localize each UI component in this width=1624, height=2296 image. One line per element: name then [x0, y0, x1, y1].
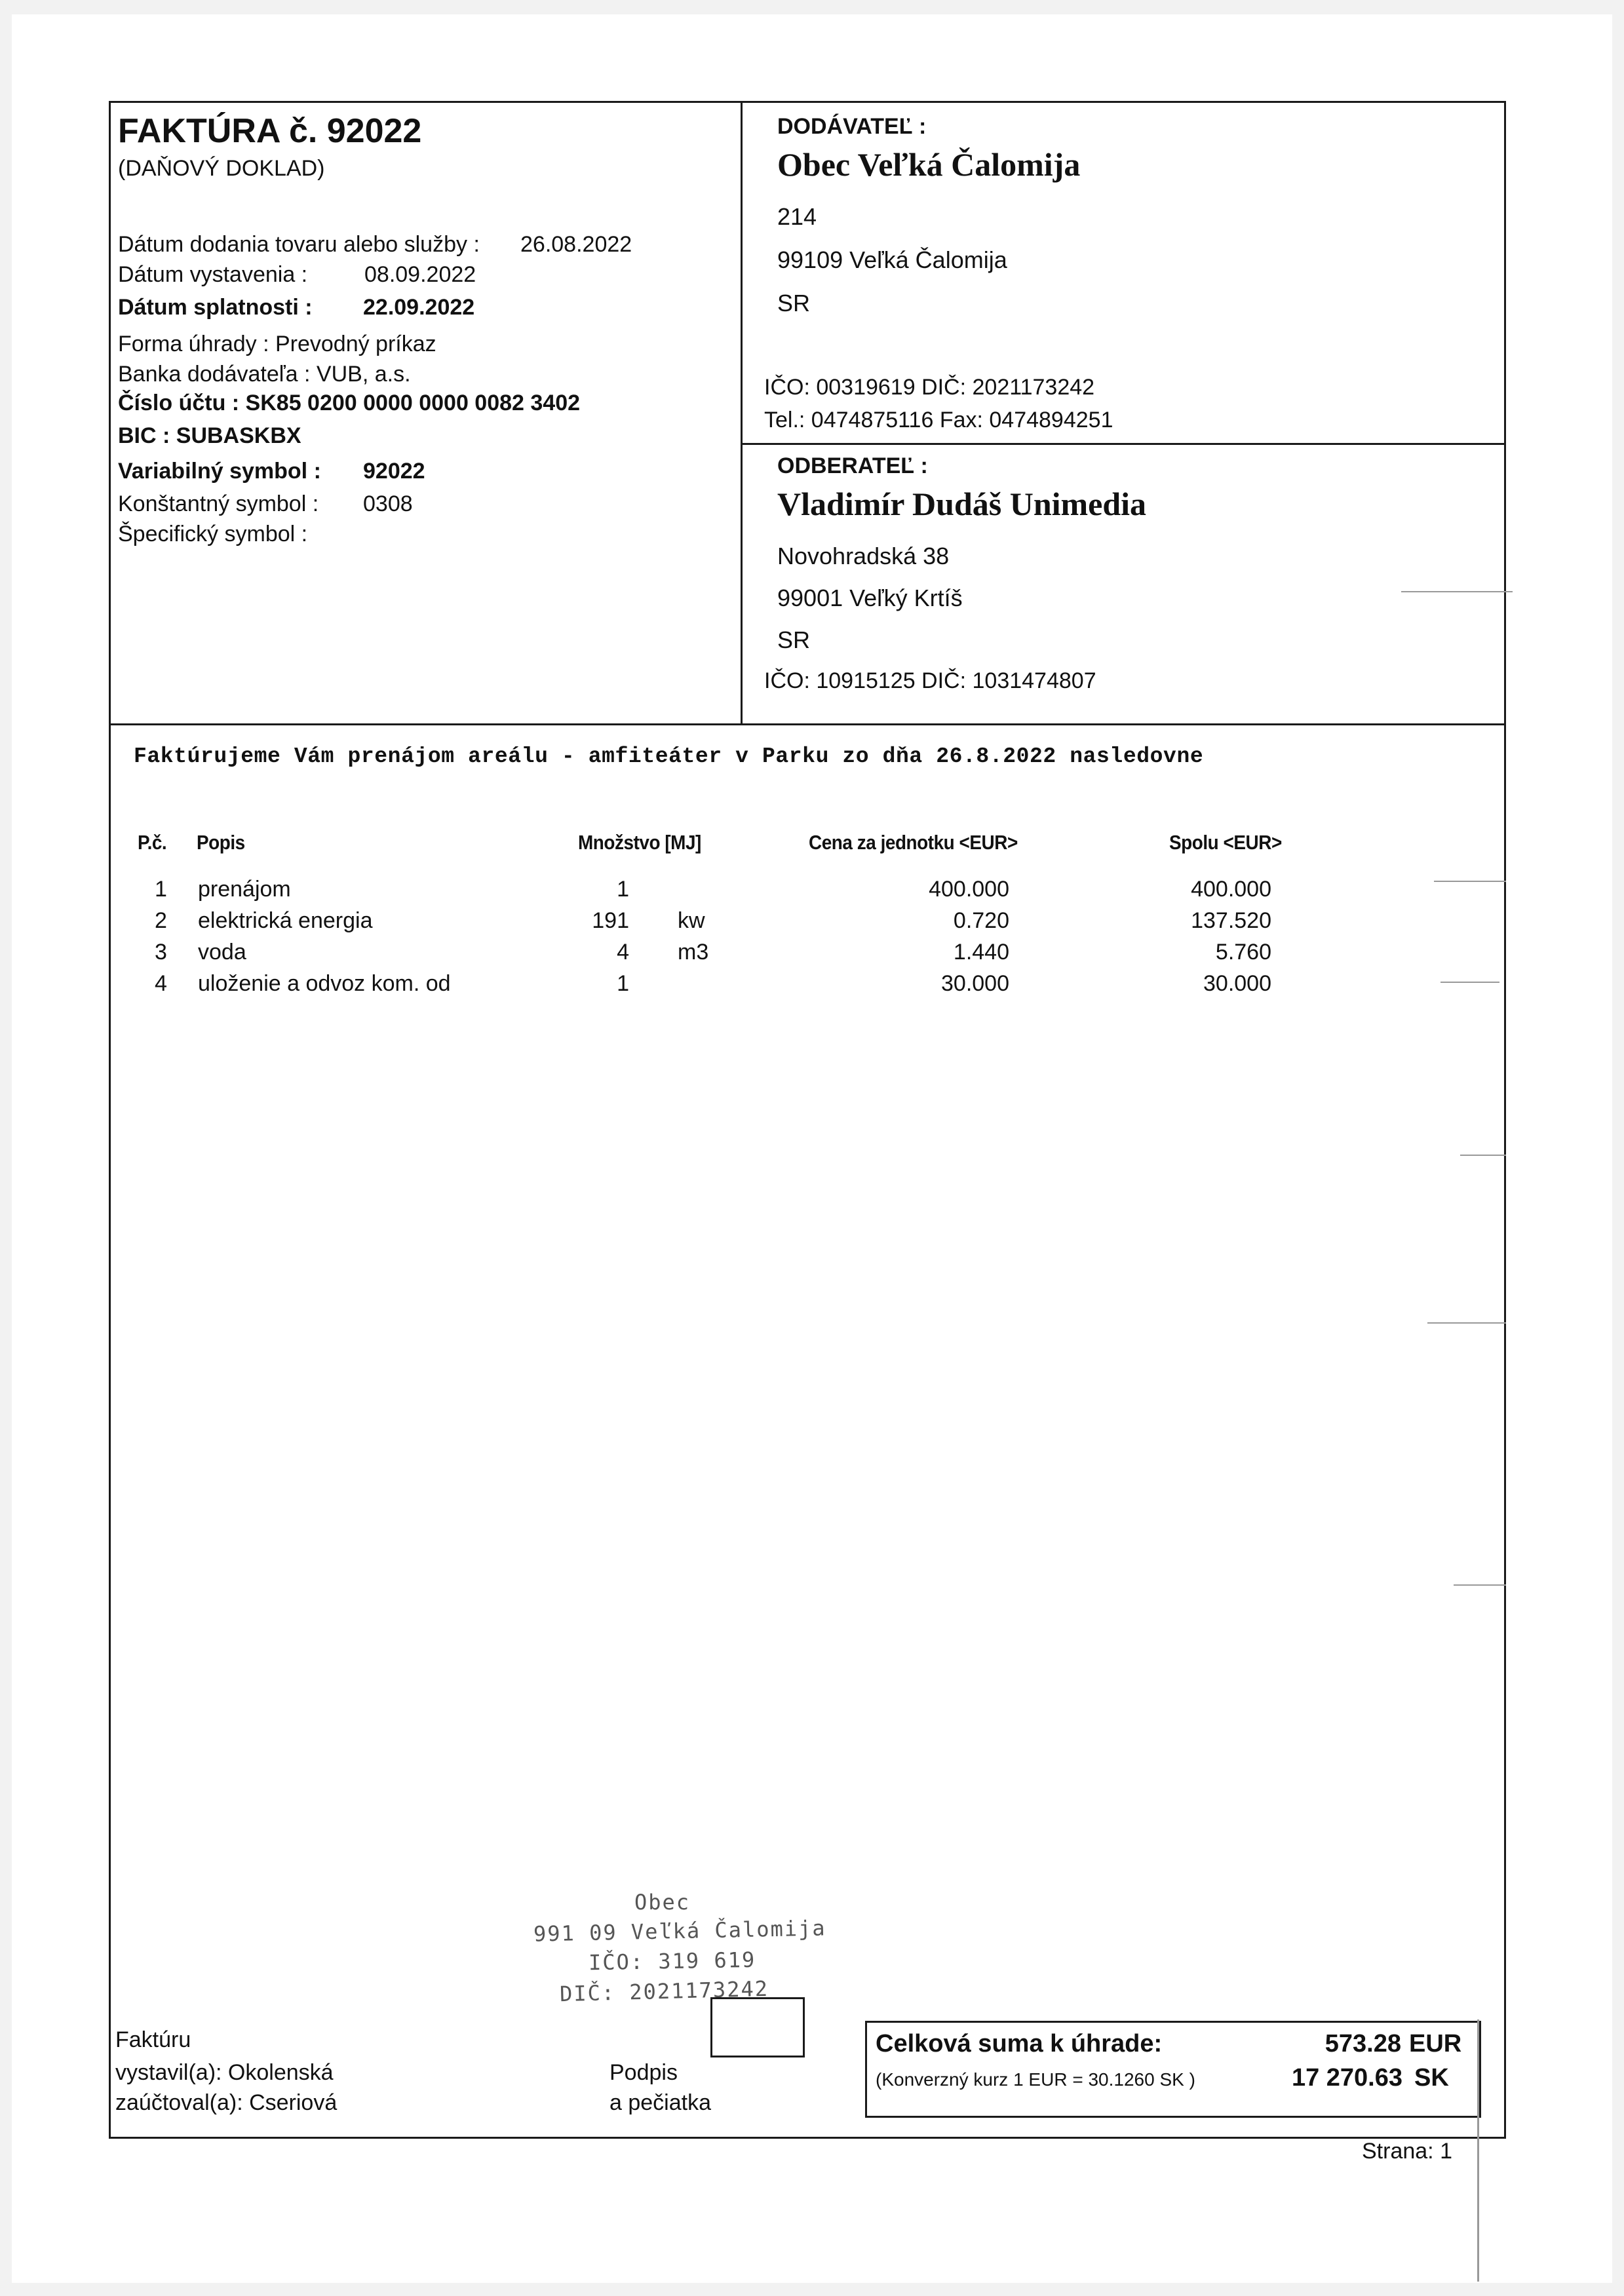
stamp-line-2: 991 09 Veľká Čalomija — [533, 1915, 826, 1947]
row-1-no: 1 — [155, 877, 167, 902]
intro-text: Faktúrujeme Vám prenájom areálu - amfiteáter v Parku zo dňa 26.8.2022 nasledovne — [134, 744, 1204, 769]
stamp-line-3: IČO: 319 619 — [588, 1947, 756, 1976]
row-4-no: 4 — [155, 971, 167, 996]
header-bottom-line — [109, 723, 1506, 725]
supplier-customer-divider — [741, 443, 1506, 445]
signature-box — [710, 1997, 805, 2057]
row-2-unit-price: 0.720 — [953, 908, 1009, 933]
signature-label-1: Podpis — [609, 2060, 678, 2085]
supplier-ids: IČO: 00319619 DIČ: 2021173242 — [764, 375, 1095, 400]
account-number: Číslo účtu : SK85 0200 0000 0000 0082 3402 — [118, 391, 581, 415]
scan-artifact — [1477, 2019, 1479, 2282]
customer-street: Novohradská 38 — [777, 543, 950, 569]
row-3-unit: m3 — [678, 940, 709, 965]
scan-artifact — [1460, 1155, 1506, 1156]
customer-ids: IČO: 10915125 DIČ: 1031474807 — [764, 668, 1096, 693]
customer-heading: ODBERATEĽ : — [777, 453, 928, 478]
total-sk: 17 270.63 — [1291, 2064, 1402, 2092]
signature-label-2: a pečiatka — [609, 2090, 711, 2115]
scan-artifact — [1427, 1322, 1506, 1324]
due-date: 22.09.2022 — [363, 295, 475, 320]
row-1-unit-price: 400.000 — [929, 877, 1009, 902]
issue-date: 08.09.2022 — [364, 262, 476, 287]
row-2-unit: kw — [678, 908, 705, 933]
booked-by: zaúčtoval(a): Cseriová — [115, 2090, 338, 2115]
col-header-qty: Množstvo [MJ] — [578, 831, 701, 854]
currency-eur: EUR — [1409, 2030, 1462, 2057]
supplier-country: SR — [777, 290, 811, 316]
constant-symbol-label: Konštantný symbol : — [118, 491, 319, 516]
col-header-total: Spolu <EUR> — [1169, 831, 1282, 854]
supplier-name: Obec Veľká Čalomija — [777, 146, 1081, 183]
invoice-page — [12, 14, 1612, 2283]
scan-artifact — [1454, 1584, 1506, 1586]
row-3-no: 3 — [155, 940, 167, 965]
stamp-line-1: Obec — [634, 1890, 691, 1915]
total-eur: 573.28 — [1324, 2030, 1401, 2057]
total-label: Celková suma k úhrade: — [876, 2030, 1163, 2057]
row-2-desc: elektrická energia — [198, 908, 373, 933]
row-4-qty: 1 — [617, 971, 629, 996]
currency-sk: SK — [1414, 2064, 1449, 2092]
conversion-rate: (Konverzný kurz 1 EUR = 30.1260 SK ) — [876, 2069, 1195, 2090]
col-header-desc: Popis — [197, 831, 245, 854]
customer-city: 99001 Veľký Krtíš — [777, 584, 963, 611]
row-4-unit-price: 30.000 — [941, 971, 1009, 996]
variable-symbol-label: Variabilný symbol : — [118, 459, 321, 484]
invoice-title: FAKTÚRA č. 92022 — [118, 112, 422, 150]
page-number: Strana: 1 — [1362, 2139, 1452, 2164]
constant-symbol: 0308 — [363, 491, 413, 516]
customer-country: SR — [777, 626, 811, 653]
invoice-subtitle: (DAŇOVÝ DOKLAD) — [118, 156, 325, 181]
variable-symbol: 92022 — [363, 459, 425, 484]
supplier-street: 214 — [777, 203, 817, 230]
row-1-total: 400.000 — [1191, 877, 1271, 902]
specific-symbol-label: Špecifický symbol : — [118, 522, 308, 546]
row-2-total: 137.520 — [1191, 908, 1271, 933]
row-4-desc: uloženie a odvoz kom. od — [198, 971, 451, 996]
delivery-date-label: Dátum dodania tovaru alebo služby : — [118, 232, 480, 257]
row-1-desc: prenájom — [198, 877, 291, 902]
row-3-desc: voda — [198, 940, 246, 965]
header-divider — [741, 101, 743, 725]
customer-name: Vladimír Dudáš Unimedia — [777, 486, 1147, 522]
supplier-city: 99109 Veľká Čalomija — [777, 246, 1007, 273]
due-date-label: Dátum splatnosti : — [118, 295, 313, 320]
row-3-total: 5.760 — [1215, 940, 1271, 965]
col-header-no: P.č. — [138, 831, 167, 854]
col-header-unit-price: Cena za jednotku <EUR> — [809, 831, 1018, 854]
scan-artifact — [1440, 982, 1499, 983]
delivery-date: 26.08.2022 — [520, 232, 632, 257]
row-3-qty: 4 — [617, 940, 629, 965]
scan-artifact — [1434, 881, 1506, 882]
issue-date-label: Dátum vystavenia : — [118, 262, 308, 287]
row-3-unit-price: 1.440 — [953, 940, 1009, 965]
scan-artifact — [1401, 591, 1513, 592]
bic: BIC : SUBASKBX — [118, 423, 301, 448]
row-2-no: 2 — [155, 908, 167, 933]
supplier-heading: DODÁVATEĽ : — [777, 114, 927, 139]
supplier-contact: Tel.: 0474875116 Fax: 0474894251 — [764, 408, 1113, 432]
row-2-qty: 191 — [592, 908, 629, 933]
row-1-qty: 1 — [617, 877, 629, 902]
row-4-total: 30.000 — [1203, 971, 1271, 996]
stamp-line-4: DIČ: 2021173242 — [559, 1976, 769, 2007]
issued-by: vystavil(a): Okolenská — [115, 2060, 334, 2085]
bank: Banka dodávateľa : VUB, a.s. — [118, 362, 411, 387]
payment-form: Forma úhrady : Prevodný príkaz — [118, 332, 436, 356]
footer-invoice-label: Faktúru — [115, 2027, 191, 2052]
